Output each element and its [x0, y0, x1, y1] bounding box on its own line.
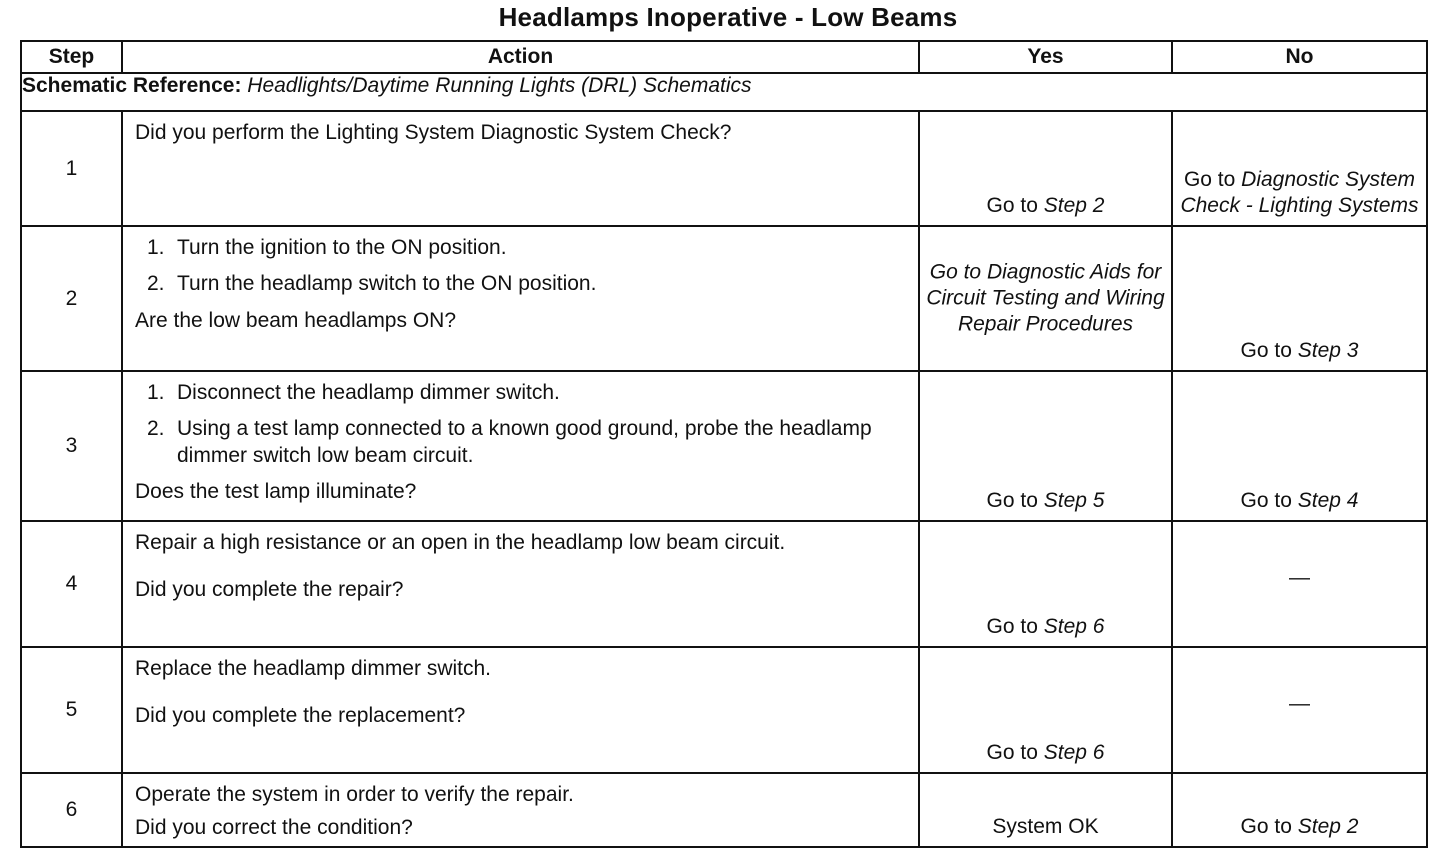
yes-cell [919, 226, 1172, 371]
action-question: Did you complete the replacement? [135, 704, 466, 728]
action-text: Did you perform the Lighting System Diagnostic System Check? [135, 121, 732, 144]
schematic-value: Headlights/Daytime Running Lights (DRL) Schematics [247, 74, 752, 97]
schematic-label: Schematic Reference: [22, 74, 242, 97]
no-cell [1172, 647, 1427, 773]
step-number: 1 [21, 111, 122, 226]
action-cell [122, 521, 919, 647]
goto-step-link: Step 2 [1297, 815, 1359, 839]
action-cell [122, 773, 919, 847]
goto-procedure-link: Go to Diagnostic Aids for Circuit Testing and Wiring Repair Procedures [926, 260, 1165, 336]
table-row [21, 773, 1427, 847]
header-step: Step [21, 41, 122, 73]
action-cell [122, 111, 919, 226]
goto-step-link: Step 3 [1297, 338, 1359, 362]
step-number: 6 [21, 773, 122, 847]
action-cell [122, 647, 919, 773]
goto-text: Go to [1240, 488, 1292, 512]
no-dash: — [1289, 691, 1310, 715]
table-row [21, 371, 1427, 521]
table-row [21, 521, 1427, 647]
action-question: Are the low beam headlamps ON? [135, 308, 456, 332]
system-ok-text: System OK [992, 815, 1099, 839]
page-title: Headlamps Inoperative - Low Beams [498, 2, 958, 32]
yes-cell [919, 521, 1172, 647]
diagnostic-table [20, 40, 1428, 848]
header-no: No [1172, 41, 1427, 73]
action-cell [122, 371, 919, 521]
table-row [21, 226, 1427, 371]
header-action: Action [122, 41, 919, 73]
action-text: Repair a high resistance or an open in the headlamp low beam circuit. [135, 530, 786, 554]
goto-step-link: Step 2 [1043, 193, 1105, 217]
action-question: Did you correct the condition? [135, 816, 413, 840]
action-question: Did you complete the repair? [135, 578, 404, 602]
action-cell [122, 226, 919, 371]
goto-text: Go to [986, 488, 1038, 512]
step-number: 3 [21, 371, 122, 521]
step-number: 4 [21, 521, 122, 647]
goto-procedure-link: Diagnostic System Check - Lighting Systems [1180, 167, 1419, 217]
no-cell [1172, 111, 1427, 226]
yes-cell [919, 773, 1172, 847]
goto-text: Go to [986, 740, 1038, 764]
no-cell [1172, 371, 1427, 521]
goto-step-link: Step 4 [1297, 488, 1359, 512]
numbered-item: 2. Using a test lamp connected to a known good ground, probe the headlamp dimmer switch low beam circuit. [147, 417, 872, 467]
yes-cell [919, 111, 1172, 226]
yes-cell [919, 647, 1172, 773]
no-cell [1172, 773, 1427, 847]
yes-cell [919, 371, 1172, 521]
step-number: 5 [21, 647, 122, 773]
goto-text: Go to [986, 614, 1038, 638]
schematic-reference-row [21, 73, 1427, 111]
table-row [21, 647, 1427, 773]
header-row [21, 41, 1427, 73]
action-text: Operate the system in order to verify the repair. [135, 782, 574, 806]
numbered-item: 1. Disconnect the headlamp dimmer switch. [147, 381, 560, 404]
numbered-item: 1. Turn the ignition to the ON position. [147, 236, 507, 259]
no-cell [1172, 226, 1427, 371]
numbered-item: 2. Turn the headlamp switch to the ON position. [147, 272, 597, 296]
goto-text: Go to [1240, 338, 1292, 362]
goto-text: Go to [986, 193, 1038, 217]
goto-step-link: Step 5 [1043, 488, 1105, 512]
action-text: Replace the headlamp dimmer switch. [135, 656, 491, 680]
goto-step-link: Step 6 [1043, 740, 1105, 764]
goto-step-link: Step 6 [1043, 614, 1105, 638]
no-cell [1172, 521, 1427, 647]
goto-text: Go to [1240, 815, 1292, 839]
table-row [21, 111, 1427, 226]
action-question: Does the test lamp illuminate? [135, 479, 417, 503]
header-yes: Yes [919, 41, 1172, 73]
step-number: 2 [21, 226, 122, 371]
goto-text: Go to [1183, 167, 1236, 191]
no-dash: — [1289, 565, 1310, 589]
